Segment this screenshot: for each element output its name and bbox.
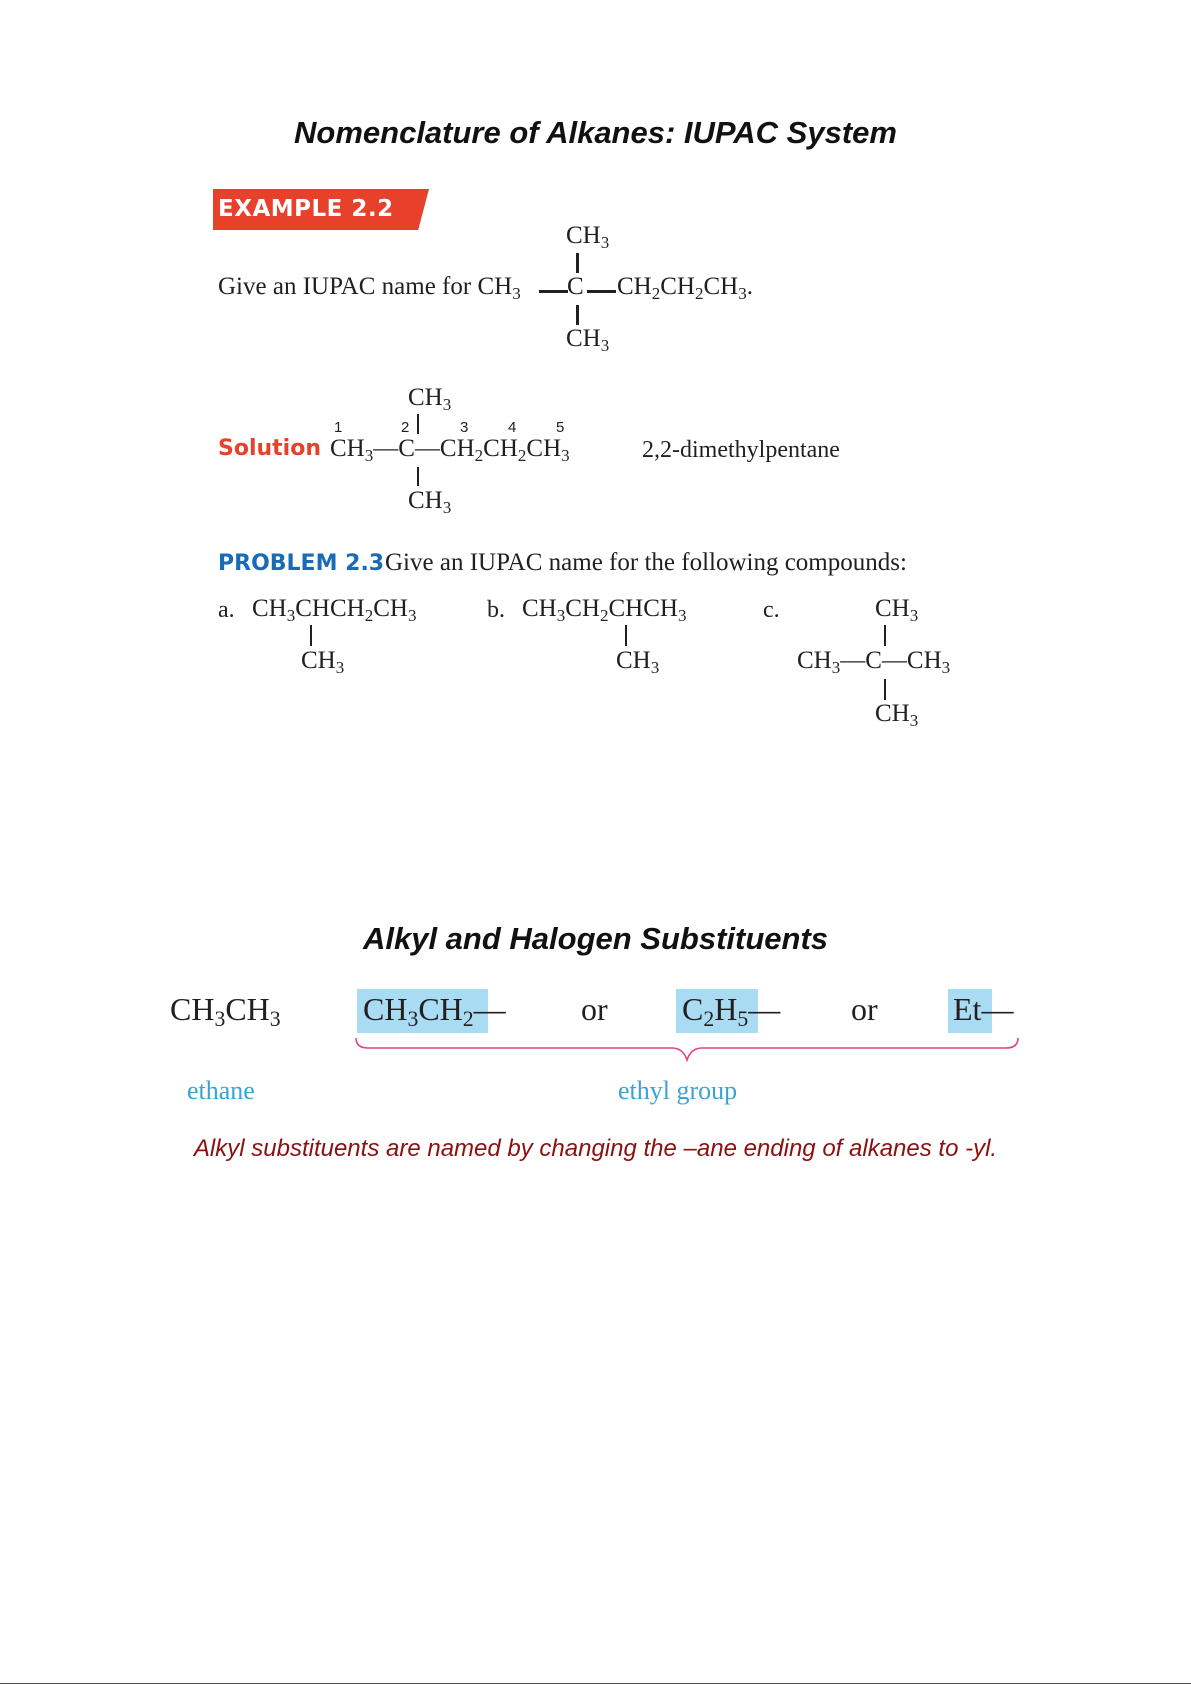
ch: CH	[225, 991, 270, 1027]
problem-b-bond	[625, 625, 627, 646]
center-carbon: C	[567, 273, 584, 300]
problem-a-bond	[310, 625, 312, 646]
sub: 3	[286, 605, 296, 625]
ch: CH	[875, 595, 910, 622]
ch: CH	[408, 384, 443, 411]
right-chain	[617, 273, 753, 301]
bond-right	[587, 290, 616, 293]
sub: 3	[650, 657, 660, 677]
sub: 2	[462, 1007, 474, 1032]
problem-label: PROBLEM 2.3	[218, 551, 385, 576]
dash: —	[414, 435, 440, 462]
sub: 3	[909, 710, 919, 730]
sub: 2	[474, 445, 484, 465]
problem-text: Give an IUPAC name for the following compounds:	[385, 549, 907, 576]
ch: CH	[252, 595, 287, 622]
dash: —	[840, 647, 866, 674]
sub: 2	[694, 283, 704, 303]
solution-top-methyl	[408, 384, 451, 412]
problem-c-label: c.	[763, 597, 780, 623]
question-prefix: Give an IUPAC name for	[218, 273, 478, 300]
sub: 2	[599, 605, 609, 625]
c2h5-formula	[682, 991, 781, 1032]
problem-b-label: b.	[487, 597, 505, 623]
sub: 3	[364, 445, 374, 465]
example-question-text	[218, 273, 521, 301]
chch: CHCH	[295, 595, 365, 622]
carbon-number-5: 5	[556, 419, 565, 436]
problem-a-chain	[252, 595, 416, 623]
or-text-1: or	[581, 991, 608, 1027]
ch: CH	[439, 435, 475, 462]
problem-c-bottom-methyl	[875, 700, 918, 728]
sub: 3	[909, 605, 919, 625]
ch: CH	[330, 435, 365, 462]
ch: CH	[566, 222, 601, 249]
sub: 3	[442, 394, 452, 414]
problem-b-chain	[522, 595, 686, 623]
carbon-number-3: 3	[460, 419, 469, 436]
problem-c-bond-down	[884, 679, 886, 700]
problem-a-methyl	[301, 647, 344, 675]
sub: 2	[703, 1007, 715, 1032]
carbon-number-4: 4	[508, 419, 517, 436]
problem-c-main	[797, 647, 950, 675]
chch: CHCH	[608, 595, 678, 622]
sub: 3	[407, 605, 417, 625]
dash: —	[881, 647, 907, 674]
ethyl-group-label: ethyl group	[618, 1076, 738, 1105]
solution-bond-up	[417, 414, 419, 434]
et-formula	[953, 991, 1013, 1028]
ch: CH	[408, 487, 443, 514]
dash: —	[473, 991, 506, 1027]
h: H	[714, 991, 738, 1027]
ch: CH	[566, 325, 601, 352]
left-group: CH	[477, 273, 513, 300]
bond-down	[576, 305, 579, 325]
sub: 3	[561, 445, 570, 465]
sub: 3	[512, 283, 521, 303]
section-title-alkyl: Alkyl and Halogen Substituents	[362, 921, 829, 956]
c: C	[682, 991, 704, 1027]
section-title-nomenclature: Nomenclature of Alkanes: IUPAC System	[294, 115, 897, 150]
solution-label: Solution	[218, 436, 321, 461]
bottom-methyl	[566, 325, 609, 353]
sub: 3	[556, 605, 566, 625]
ethane-formula	[170, 991, 281, 1032]
dash: —	[981, 991, 1014, 1027]
sub: 3	[407, 1007, 419, 1032]
et: Et	[953, 991, 982, 1027]
ch: CH	[301, 647, 336, 674]
ch: CH	[483, 435, 518, 462]
c: C	[865, 647, 882, 674]
problem-b-methyl	[616, 647, 659, 675]
sub: 2	[517, 445, 527, 465]
dash: —	[748, 991, 781, 1027]
ch: CH	[875, 700, 910, 727]
example-badge-label: EXAMPLE 2.2	[218, 196, 394, 222]
solution-iupac-name: 2,2-dimethylpentane	[642, 437, 840, 463]
ch: CH	[418, 991, 463, 1027]
ch: CH	[906, 647, 942, 674]
top-methyl	[566, 222, 609, 250]
problem-a-label: a.	[218, 597, 235, 623]
alkyl-naming-note: Alkyl substituents are named by changing the –ane ending of alkanes to -yl.	[193, 1135, 998, 1162]
dash: —	[373, 435, 399, 462]
problem-c-bond-up	[884, 625, 886, 646]
ch: CH	[797, 647, 832, 674]
chain-seg: CH	[617, 273, 652, 300]
ch: CH	[170, 991, 215, 1027]
sub: 5	[737, 1007, 749, 1032]
solution-main-chain	[330, 435, 570, 463]
sub: 3	[738, 283, 747, 303]
sub: 3	[269, 1007, 281, 1032]
solution-bottom-methyl	[408, 487, 451, 515]
ethane-label: ethane	[187, 1076, 255, 1105]
carbon-number-2: 2	[401, 419, 410, 436]
bond-up	[576, 253, 579, 273]
sub: 2	[364, 605, 374, 625]
ch: CH	[522, 595, 557, 622]
ch: CH	[373, 595, 408, 622]
sub: 3	[677, 605, 687, 625]
bond-left	[539, 290, 568, 293]
sub: 3	[941, 657, 951, 677]
carbon-number-1: 1	[334, 419, 343, 436]
period: .	[746, 273, 753, 300]
c: C	[398, 435, 415, 462]
ch: CH	[616, 647, 651, 674]
sub: 3	[335, 657, 345, 677]
sub: 3	[214, 1007, 226, 1032]
sub: 3	[600, 335, 610, 355]
ethyl-group-brace	[354, 1036, 1020, 1064]
ch: CH	[565, 595, 600, 622]
ethyl-formula	[363, 991, 506, 1032]
sub: 3	[600, 232, 610, 252]
sub: 3	[831, 657, 841, 677]
or-text-2: or	[851, 991, 878, 1027]
solution-bond-down	[417, 467, 419, 486]
chain-seg: CH	[660, 273, 695, 300]
chain-seg: CH	[703, 273, 739, 300]
sub: 2	[651, 283, 661, 303]
ch: CH	[363, 991, 408, 1027]
sub: 3	[442, 497, 452, 517]
problem-c-top-methyl	[875, 595, 918, 623]
page-bottom-edge	[0, 1683, 1191, 1684]
ch: CH	[526, 435, 562, 462]
